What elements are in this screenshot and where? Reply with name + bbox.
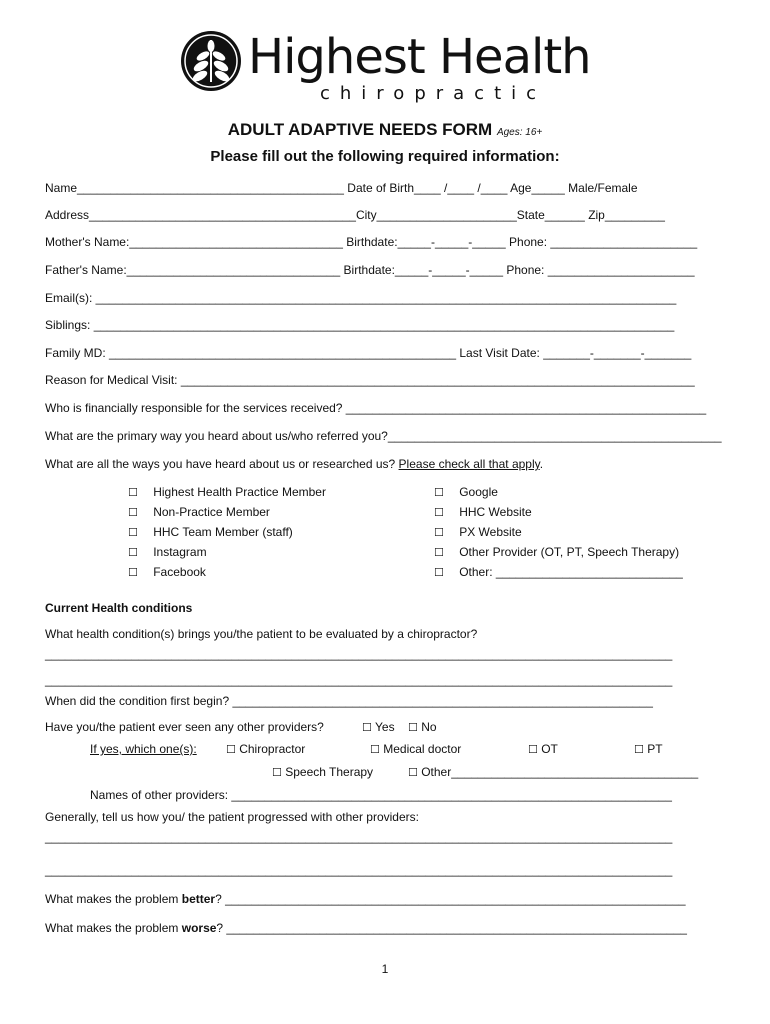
checkbox-label: PX Website: [459, 525, 522, 539]
health-answer-line-1[interactable]: ______________________________________________________________________________________________: [45, 647, 673, 661]
checkbox-label: HHC Team Member (staff): [153, 525, 293, 539]
checkbox-icon[interactable]: ☐: [528, 743, 538, 756]
worse-line[interactable]: ? _____________________________________________________________________: [216, 921, 687, 935]
if-yes-label: If yes, which one(s):: [90, 742, 197, 756]
checkbox-icon[interactable]: ☐: [434, 546, 444, 559]
checkbox-other-provider[interactable]: [434, 544, 679, 561]
checkbox-yes[interactable]: [362, 719, 395, 736]
checkbox-non-practice[interactable]: [128, 504, 270, 521]
checkbox-label: HHC Website: [459, 505, 532, 519]
family-md-field[interactable]: Family MD: ____________________________________________________ Last Visit Date: _______-_______-_______: [45, 346, 692, 360]
form-title: [0, 120, 770, 140]
checkbox-icon[interactable]: ☐: [362, 721, 372, 734]
checkbox-speech-therapy[interactable]: [272, 764, 373, 781]
checkbox-label: Other: ____________________________: [459, 565, 683, 579]
financial-field[interactable]: Who is financially responsible for the services received? ______________________________________________________: [45, 401, 707, 415]
checkbox-hhc-website[interactable]: [434, 504, 532, 521]
checkbox-medical-doctor[interactable]: [370, 741, 461, 758]
checkbox-team-member[interactable]: [128, 524, 293, 541]
checkbox-icon[interactable]: ☐: [434, 566, 444, 579]
checkbox-other[interactable]: [434, 564, 683, 581]
checkbox-label: Non-Practice Member: [153, 505, 270, 519]
checkbox-label: Facebook: [153, 565, 206, 579]
reason-field[interactable]: Reason for Medical Visit: _____________________________________________________________________________: [45, 373, 695, 387]
other-providers-question: Have you/the patient ever seen any other providers?: [45, 720, 324, 734]
checkbox-icon[interactable]: ☐: [408, 766, 418, 779]
checkbox-label: OT: [541, 742, 558, 756]
mother-field[interactable]: Mother's Name:________________________________ Birthdate:_____-_____-_____ Phone: ______________________: [45, 235, 698, 249]
brand-logo: [180, 30, 600, 110]
father-field[interactable]: Father's Name:________________________________ Birthdate:_____-_____-_____ Phone: ______________________: [45, 263, 695, 277]
progressed-answer-line-2[interactable]: ______________________________________________________________________________________________: [45, 863, 673, 877]
checkbox-label: Instagram: [153, 545, 207, 559]
better-field[interactable]: [45, 891, 686, 907]
page-number: 1: [381, 962, 389, 976]
health-question: What health condition(s) brings you/the patient to be evaluated by a chiropractor?: [45, 627, 478, 641]
checkbox-label: Highest Health Practice Member: [153, 485, 326, 499]
progressed-answer-line-1[interactable]: ______________________________________________________________________________________________: [45, 830, 673, 844]
checkbox-practice-member[interactable]: [128, 484, 326, 501]
checkbox-label: Google: [459, 485, 498, 499]
checkbox-icon[interactable]: ☐: [128, 486, 138, 499]
checkbox-other-provider-type[interactable]: [408, 764, 698, 781]
worse-field[interactable]: [45, 920, 687, 936]
checkbox-label: Yes: [375, 720, 395, 734]
checkbox-icon[interactable]: ☐: [434, 506, 444, 519]
brand-subtitle: chiropractic: [320, 83, 547, 104]
checkbox-icon[interactable]: ☐: [226, 743, 236, 756]
checkbox-ot[interactable]: [528, 741, 558, 758]
ages-note: Ages: 16+: [496, 127, 543, 138]
progressed-question: Generally, tell us how you/ the patient progressed with other providers:: [45, 810, 419, 824]
other-provider-names-field[interactable]: Names of other providers: __________________________________________________________________: [90, 788, 672, 802]
heard-instruction: Please check all that apply: [398, 457, 540, 471]
checkbox-px-website[interactable]: [434, 524, 522, 541]
checkbox-label: Other_____________________________________: [421, 765, 699, 779]
heard-question-text: What are all the ways you have heard about us or researched us?: [45, 457, 396, 471]
better-word: better: [181, 892, 216, 906]
form-title-text: ADULT ADAPTIVE NEEDS FORM: [227, 120, 493, 139]
checkbox-icon[interactable]: ☐: [128, 506, 138, 519]
checkbox-icon[interactable]: ☐: [128, 566, 138, 579]
checkbox-pt[interactable]: [634, 741, 663, 758]
better-prefix: What makes the problem: [45, 892, 182, 906]
name-dob-field[interactable]: Name________________________________________ Date of Birth____ /____ /____ Age_____ Male/Female: [45, 181, 638, 195]
checkbox-facebook[interactable]: [128, 564, 206, 581]
checkbox-label: Other Provider (OT, PT, Speech Therapy): [459, 545, 680, 559]
checkbox-instagram[interactable]: [128, 544, 207, 561]
worse-prefix: What makes the problem: [45, 921, 182, 935]
checkbox-no[interactable]: [408, 719, 437, 736]
address-field[interactable]: Address________________________________________City_____________________State______ Zip_________: [45, 208, 665, 222]
email-field[interactable]: Email(s): _______________________________________________________________________________________: [45, 291, 677, 305]
heard-period: .: [539, 457, 544, 471]
checkbox-icon[interactable]: ☐: [434, 486, 444, 499]
heard-question: [45, 456, 543, 472]
checkbox-label: No: [421, 720, 437, 734]
checkbox-icon[interactable]: ☐: [408, 721, 418, 734]
leaf-logo-icon: [180, 30, 242, 92]
brand-name: Highest Health: [248, 29, 591, 85]
checkbox-label: PT: [647, 742, 663, 756]
checkbox-icon[interactable]: ☐: [128, 546, 138, 559]
worse-word: worse: [181, 921, 217, 935]
form-subtitle: Please fill out the following required information:: [210, 148, 560, 165]
checkbox-icon[interactable]: ☐: [272, 766, 282, 779]
checkbox-icon[interactable]: ☐: [128, 526, 138, 539]
checkbox-label: Medical doctor: [383, 742, 462, 756]
checkbox-google[interactable]: [434, 484, 498, 501]
first-begin-field[interactable]: When did the condition first begin? _______________________________________________________________: [45, 694, 653, 708]
health-answer-line-2[interactable]: ______________________________________________________________________________________________: [45, 673, 673, 687]
primary-way-field[interactable]: What are the primary way you heard about us/who referred you?__________________________________________________: [45, 429, 722, 443]
checkbox-icon[interactable]: ☐: [634, 743, 644, 756]
checkbox-label: Chiropractor: [239, 742, 306, 756]
checkbox-chiropractor[interactable]: [226, 741, 305, 758]
better-line[interactable]: ? _____________________________________________________________________: [215, 892, 686, 906]
checkbox-label: Speech Therapy: [285, 765, 374, 779]
siblings-field[interactable]: Siblings: _______________________________________________________________________________________: [45, 318, 675, 332]
checkbox-icon[interactable]: ☐: [370, 743, 380, 756]
health-heading: Current Health conditions: [45, 601, 193, 615]
checkbox-icon[interactable]: ☐: [434, 526, 444, 539]
